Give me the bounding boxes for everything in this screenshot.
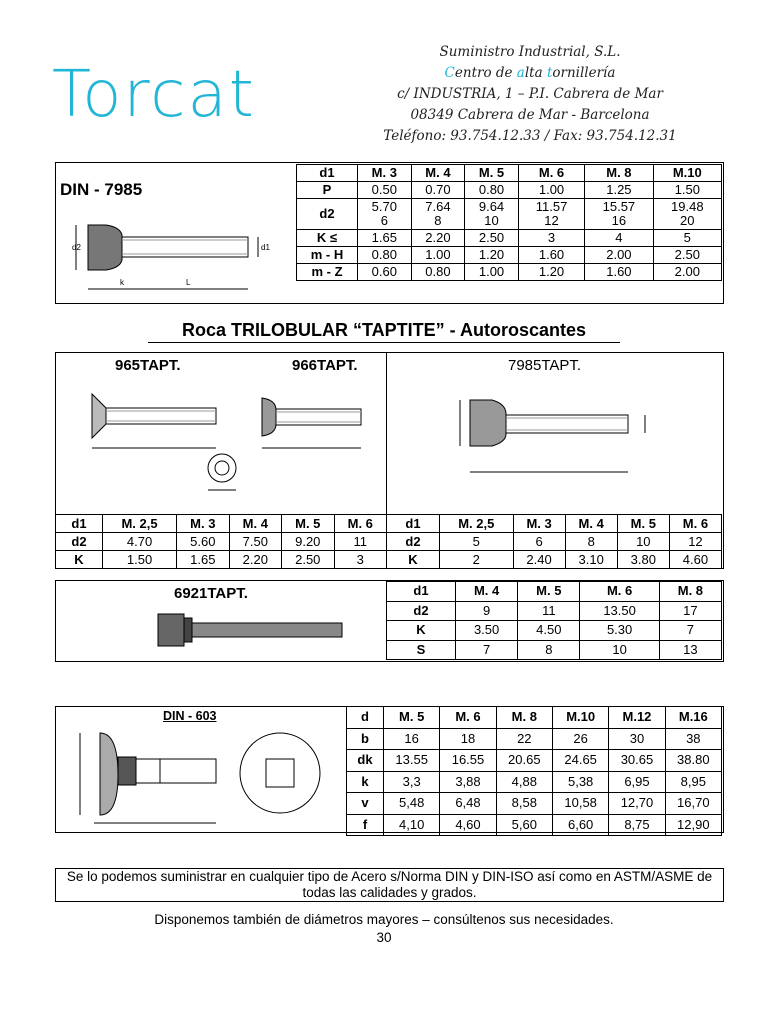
table-cell: 5,60 [496, 814, 552, 836]
table-cell: 6,60 [552, 814, 608, 836]
table-cell: 7 [659, 621, 721, 641]
table-row [347, 707, 722, 729]
table-row [297, 230, 722, 247]
table-cell: 15.57 16 [585, 199, 653, 230]
taptite-965-966-drawing [62, 378, 382, 508]
table-cell: d2 [297, 199, 358, 230]
footer-note: Se lo podemos suministrar en cualquier tipo de Acero s/Norma DIN y DIN-ISO así como en ASTM/ASME de todas las calidades y grados. [66, 869, 713, 900]
table-cell: 3.10 [565, 551, 617, 569]
table-cell: 18 [440, 728, 496, 750]
table-cell: d2 [56, 533, 103, 551]
table-cell: 0.50 [358, 182, 412, 199]
table-row [347, 728, 722, 750]
table-cell: 26 [552, 728, 608, 750]
table-cell: d1 [56, 515, 103, 533]
table-cell: 8 [518, 640, 580, 660]
table-cell: 2.40 [513, 551, 565, 569]
din7985-d1-label: d1 [261, 243, 270, 252]
table-cell: 11 [334, 533, 386, 551]
table-cell: 1.50 [103, 551, 177, 569]
table-cell: M. 6 [334, 515, 386, 533]
table-cell: 10 [580, 640, 659, 660]
t6921-table [386, 581, 722, 660]
table-cell: 4,60 [440, 814, 496, 836]
table-cell: M. 8 [659, 582, 721, 602]
table-cell: 1.00 [411, 247, 465, 264]
din603-drawing [70, 725, 340, 830]
table-cell: 2.50 [653, 247, 721, 264]
table-cell: 10,58 [552, 793, 608, 815]
table-cell: 1.60 [518, 247, 584, 264]
table-cell: 17 [659, 601, 721, 621]
table-row [347, 750, 722, 772]
table-cell: M. 5 [518, 582, 580, 602]
table-cell: M. 6 [440, 707, 496, 729]
table-cell: M. 6 [580, 582, 659, 602]
table-cell: 1.65 [358, 230, 412, 247]
table-cell: M.16 [665, 707, 721, 729]
table-cell: 3,3 [384, 771, 440, 793]
table-cell: 2.20 [411, 230, 465, 247]
table-cell: M. 4 [565, 515, 617, 533]
table-cell: 3 [334, 551, 386, 569]
table-row [387, 515, 722, 533]
table-cell: 5,48 [384, 793, 440, 815]
din7985-table [296, 164, 722, 281]
table-row [297, 264, 722, 281]
table-cell: b [347, 728, 384, 750]
table-cell: M. 4 [411, 165, 465, 182]
table-cell: 6,95 [609, 771, 665, 793]
table-cell: 4,10 [384, 814, 440, 836]
table-cell: 38.80 [665, 750, 721, 772]
table-cell: 16 [384, 728, 440, 750]
table-cell: 8,58 [496, 793, 552, 815]
table-cell: m - H [297, 247, 358, 264]
table-cell: 20.65 [496, 750, 552, 772]
table-cell: 24.65 [552, 750, 608, 772]
table-cell: 1.50 [653, 182, 721, 199]
table-cell: 12,90 [665, 814, 721, 836]
table-cell: 1.20 [518, 264, 584, 281]
table-cell: 12 [669, 533, 721, 551]
table-cell: 3.80 [617, 551, 669, 569]
din603-title: DIN - 603 [163, 709, 217, 723]
table-cell: 1.20 [465, 247, 519, 264]
table-row [347, 793, 722, 815]
table-row [56, 551, 387, 569]
address-line-2: 08349 Cabrera de Mar - Barcelona [410, 107, 650, 123]
table-cell: 1.25 [585, 182, 653, 199]
table-cell: 8 [565, 533, 617, 551]
table-row [297, 199, 722, 230]
table-row [56, 533, 387, 551]
table-cell: M.12 [609, 707, 665, 729]
din7985-title: DIN - 7985 [60, 180, 143, 199]
table-cell: 4,88 [496, 771, 552, 793]
table-cell: 1.00 [465, 264, 519, 281]
table-cell: 0.60 [358, 264, 412, 281]
address-line-1: c/ INDUSTRIA, 1 – P.I. Cabrera de Mar [397, 86, 663, 102]
label-966tapt: 966TAPT. [292, 357, 358, 374]
table-cell: 30 [609, 728, 665, 750]
table-cell: 11 [518, 601, 580, 621]
table-cell: P [297, 182, 358, 199]
table-cell: 2.50 [282, 551, 334, 569]
table-cell: 5.70 6 [358, 199, 412, 230]
table-cell: 5 [653, 230, 721, 247]
table-cell: 19.48 20 [653, 199, 721, 230]
table-cell: 3.50 [456, 621, 518, 641]
table-cell: 2.20 [229, 551, 281, 569]
table-cell: 4.60 [669, 551, 721, 569]
table-cell: d1 [297, 165, 358, 182]
table-cell: 13.55 [384, 750, 440, 772]
table-cell: 3,88 [440, 771, 496, 793]
table-cell: 11.57 12 [518, 199, 584, 230]
table-cell: 3 [518, 230, 584, 247]
page-number: 30 [376, 930, 392, 945]
table-cell: 16.55 [440, 750, 496, 772]
table-cell: 0.80 [411, 264, 465, 281]
taptite-divider [386, 352, 387, 514]
table-cell: M.10 [653, 165, 721, 182]
table-cell: M. 2,5 [440, 515, 514, 533]
table-cell: 7.50 [229, 533, 281, 551]
table-cell: dk [347, 750, 384, 772]
din7985-k-label: k [120, 278, 124, 287]
table-cell: 16,70 [665, 793, 721, 815]
table-cell: M. 6 [669, 515, 721, 533]
table-row [387, 640, 722, 660]
table-cell: M. 4 [456, 582, 518, 602]
taptite-left-table [55, 514, 387, 569]
table-cell: d2 [387, 601, 456, 621]
footer-note-box [55, 868, 724, 902]
table-cell: 6 [513, 533, 565, 551]
taptite-7985-drawing [440, 380, 680, 490]
table-row [387, 601, 722, 621]
table-cell: M. 3 [513, 515, 565, 533]
table-cell: 7.64 8 [411, 199, 465, 230]
table-row [347, 814, 722, 836]
table-cell: 5.30 [580, 621, 659, 641]
table-cell: 2.50 [465, 230, 519, 247]
table-row [387, 582, 722, 602]
table-cell: d1 [387, 582, 456, 602]
table-row [387, 551, 722, 569]
table-cell: K ≤ [297, 230, 358, 247]
din7985-drawing [68, 205, 268, 297]
din7985-d2-label: d2 [72, 243, 81, 252]
table-cell: 5,38 [552, 771, 608, 793]
table-cell: 5 [440, 533, 514, 551]
table-cell: v [347, 793, 384, 815]
company-tagline: Centro de alta tornillería [444, 65, 616, 81]
table-cell: 6,48 [440, 793, 496, 815]
table-cell: 8,75 [609, 814, 665, 836]
label-7985tapt: 7985TAPT. [508, 357, 582, 374]
table-cell: S [387, 640, 456, 660]
company-logo: Torcat [52, 58, 256, 132]
din603-table [346, 706, 722, 836]
table-cell: 7 [456, 640, 518, 660]
t6921-drawing [150, 610, 350, 650]
phone-fax: Teléfono: 93.754.12.33 / Fax: 93.754.12.31 [383, 128, 677, 144]
table-cell: 12,70 [609, 793, 665, 815]
table-cell: m - Z [297, 264, 358, 281]
table-cell: 9.20 [282, 533, 334, 551]
table-cell: M. 8 [585, 165, 653, 182]
table-cell: K [387, 621, 456, 641]
table-cell: 13 [659, 640, 721, 660]
table-row [56, 515, 387, 533]
company-address-block [330, 42, 730, 147]
table-cell: 4.70 [103, 533, 177, 551]
table-cell: 0.80 [358, 247, 412, 264]
table-row [297, 247, 722, 264]
table-cell: M.10 [552, 707, 608, 729]
table-cell: 0.70 [411, 182, 465, 199]
table-cell: 30.65 [609, 750, 665, 772]
table-cell: f [347, 814, 384, 836]
section-title: Roca TRILOBULAR “TAPTITE” - Autoroscantes [181, 320, 586, 340]
table-cell: M. 5 [384, 707, 440, 729]
company-name: Suministro Industrial, S.L. [439, 44, 621, 60]
label-965tapt: 965TAPT. [115, 357, 181, 374]
taptite-right-table [386, 514, 722, 569]
table-cell: 9.64 10 [465, 199, 519, 230]
table-row [297, 182, 722, 199]
table-cell: 9 [456, 601, 518, 621]
table-cell: K [387, 551, 440, 569]
table-row [387, 621, 722, 641]
table-row [297, 165, 722, 182]
table-cell: 13.50 [580, 601, 659, 621]
table-cell: 5.60 [177, 533, 229, 551]
table-row [347, 771, 722, 793]
table-cell: 4.50 [518, 621, 580, 641]
table-cell: 1.65 [177, 551, 229, 569]
table-cell: 10 [617, 533, 669, 551]
footer-line: Disponemos también de diámetros mayores – consúltenos sus necesidades. [154, 912, 614, 927]
section-title-underline [148, 342, 620, 343]
table-cell: K [56, 551, 103, 569]
table-cell: 2.00 [653, 264, 721, 281]
table-cell: 22 [496, 728, 552, 750]
table-cell: 4 [585, 230, 653, 247]
t6921-title: 6921TAPT. [174, 585, 248, 602]
table-cell: M. 6 [518, 165, 584, 182]
table-cell: M. 8 [496, 707, 552, 729]
table-cell: 2.00 [585, 247, 653, 264]
table-cell: M. 5 [282, 515, 334, 533]
table-cell: 8,95 [665, 771, 721, 793]
table-cell: d1 [387, 515, 440, 533]
table-cell: M. 5 [465, 165, 519, 182]
table-row [387, 533, 722, 551]
table-cell: 38 [665, 728, 721, 750]
table-cell: 1.60 [585, 264, 653, 281]
table-cell: d [347, 707, 384, 729]
table-cell: 2 [440, 551, 514, 569]
din7985-l-label: L [186, 278, 191, 287]
table-cell: M. 3 [358, 165, 412, 182]
table-cell: 1.00 [518, 182, 584, 199]
table-cell: M. 4 [229, 515, 281, 533]
table-cell: M. 5 [617, 515, 669, 533]
table-cell: 0.80 [465, 182, 519, 199]
table-cell: M. 3 [177, 515, 229, 533]
table-cell: M. 2,5 [103, 515, 177, 533]
table-cell: k [347, 771, 384, 793]
table-cell: d2 [387, 533, 440, 551]
